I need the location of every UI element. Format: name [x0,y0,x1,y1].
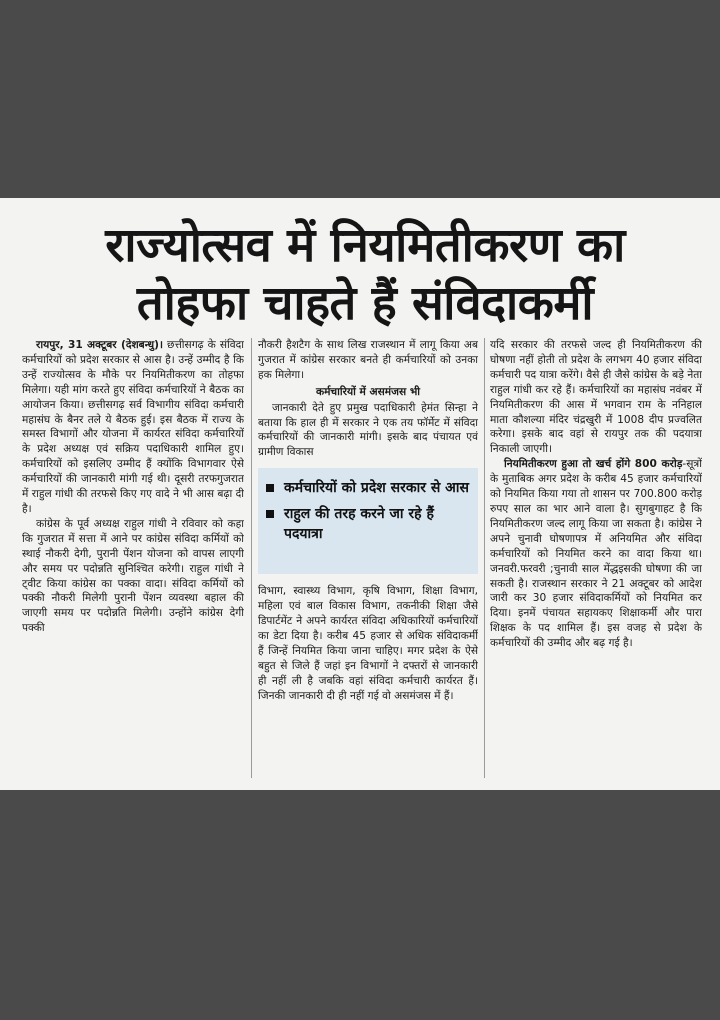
highlight-item-text: कर्मचारियों को प्रदेश सरकार से आस [284,480,469,497]
column-rule [484,338,485,778]
article-column-1 [22,338,244,788]
column-1-para-1 [22,338,244,517]
column-1-para-1-text: छत्तीसगढ़ के संविदा कर्मचारियों को प्रदेश सरकार से आस है। उन्हें उम्मीद है कि उन्हें राज्योत्सव के मौके पर नियमितीकरण का तोहफा मिलेगा। यही मांग करते हुए संविदा कर्मचारियों ने बैठक का आयोजन किया। छत्तीसगढ़ सर्व विभागीय संविदा कर्मचारी महासंघ के बैनर तले ये बैठक हुई। इस बैठक में राज्य के समस्त विभागों और योजना में कार्यरत संविदा कर्मचारियों के प्रदेश अध्यक्ष एवं सक्रिय पदाधिकारी शामिल हुए। कर्मचारियों को इसलिए उम्मीद हैं क्योंकि विभागवार ऐसे कर्मचारियों की जानकारी मांगी गई थी। दूसरी तरफगुजरात में राहुल गांधी की तरफसे किए गए वादे ने भी आस बढ़ा दी है। [22,339,244,515]
column-2-para-2: जानकारी देते हुए प्रमुख पदाधिकारी हेमंत सिन्हा ने बताया कि हाल ही में सरकार ने एक तय फॉर्मेट में संविदा कर्मचारियों की जानकारी मांगी। इसके बाद पंचायत एवं ग्रामीण विकास [258,401,478,459]
square-bullet-icon [266,510,274,518]
column-3-para-2 [490,457,702,651]
column-rule [251,338,252,778]
column-2-para-1: नौकरी हैशटैग के साथ लिख राजस्थान में लागू किया अब गुजरात में कांग्रेस सरकार बनते ही कर्मचारियों को उनका हक मिलेगा। [258,339,478,381]
highlight-item-text: राहुल की तरह करने जा रहे हैं पदयात्रा [284,506,434,543]
article-column-3 [490,338,702,788]
highlight-item [266,478,470,498]
newspaper-clipping [0,198,720,790]
dateline: रायपुर, 31 अक्टूबर (देशबन्धु)। [36,339,164,351]
highlight-box [258,468,478,574]
column-3-para-2-text: -सूत्रों के मुताबिक अगर प्रदेश के करीब 45 हजार कर्मचारियों को नियमित किया गया तो शासन पर 700.800 करोड़ रुपए साल का भार आने वाला है। सुगबुगाहट है कि नियमितीकरण जल्द लागू किया जा सकता है। कांग्रेस ने अपने चुनावी घोषणापत्र में अनियमित और संविदा कर्मचारियों को नियमित करने का वादा किया था। जनवरी.फरवरी ;चुनावी साल मेंद्धइसकी घोषणा की जा सकती है। राजस्थान सरकार ने 21 अक्टूबर को आदेश जारी कर 30 हजार संविदाकर्मियों को नियमित कर दिया। इनमें पंचायत सहायकए शिक्षाकर्मी और पारा शिक्षक के पद शामिल हैं। इस वजह से प्रदेश के कर्मचारियों की उम्मीद और बढ़ गई है। [490,458,702,650]
bold-lead: नियमितीकरण हुआ तो खर्च होंगे 800 करोड़ [504,458,683,471]
headline-line-2: तोहफा चाहते हैं संविदाकर्मी [136,276,594,331]
article-column-2 [258,338,478,788]
highlight-item [266,504,470,544]
column-2-para-3: विभाग, स्वास्थ्य विभाग, कृषि विभाग, शिक्षा विभाग, महिला एवं बाल विकास विभाग, तकनीकी शिक्षा जैसे डिपार्टमेंट ने अपने कार्यरत संविदा अधिकारियों कर्मचारियों का डेटा दिया है। करीब 45 हजार से अधिक संविदाकर्मी हैं जिन्हें नियमित किया जाना चाहिए। मगर प्रदेश के ऐसे बहुत से जिले हैं जहां इन विभागों ने दफ्तरों से जानकारी ही नहीं ली है जबकि वहां संविदा कर्मचारी कार्यरत हैं। जिनकी जानकारी दी ही नहीं गई वो असमंजस में हैं। [258,585,478,702]
headline-line-1: राज्योत्सव में नियमितीकरण का [105,218,625,273]
subheading: कर्मचारियों में असमंजस भी [315,385,421,398]
column-3-para-1: यदि सरकार की तरफसे जल्द ही नियमितीकरण की घोषणा नहीं होती तो प्रदेश के लगभग 40 हजार संविदा कर्मचारी पद यात्रा करेंगे। वैसे ही जैसे कांग्रेस के बड़े नेता राहुल गांधी कर रहे हैं। कर्मचारियों का महासंघ नवंबर में नियमितीकरण की आस में भगवान राम के ननिहाल माता कौशल्या मंदिर चंद्रखुरी में 1008 दीप प्रज्वलित करेगा। इसके बाद वहां से रायपुर तक की पदयात्रा निकाली जाएगी। [490,339,702,456]
square-bullet-icon [266,484,274,492]
column-1-para-2: कांग्रेस के पूर्व अध्यक्ष राहुल गांधी ने रविवार को कहा कि गुजरात में सत्ता में आने पर कांग्रेस संविदा कर्मियों को स्थाई नौकरी देगी, पुरानी पेंशन योजना को वापस लाएगी और समय पर पदोन्नति सुनिश्चित करेगी। राहुल गांधी ने ट्वीट किया कांग्रेस का पक्का वादा। संविदा कर्मियों को पक्की नौकरी मिलेगी पुरानी पेंशन व्यवस्था बहाल की जाएगी समय पर पदोन्नति मिलेगी। उन्होंने कांग्रेस देगी पक्की [22,517,244,635]
